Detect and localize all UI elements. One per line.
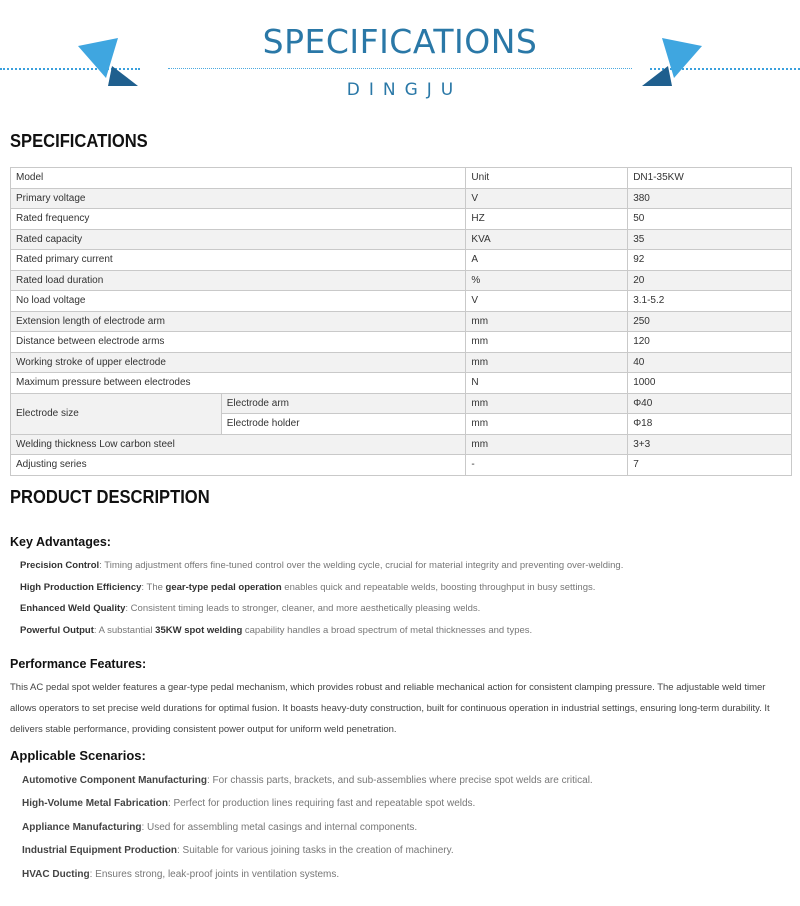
table-row xyxy=(11,352,792,373)
param-unit: HZ xyxy=(466,209,628,230)
advantage-text: : A substantial xyxy=(93,625,156,636)
scenario-text: : Used for assembling metal casings and internal components. xyxy=(141,822,418,833)
param-name: Rated primary current xyxy=(11,250,466,271)
param-value: 20 xyxy=(628,270,792,291)
param-unit: mm xyxy=(466,393,628,414)
table-row xyxy=(11,188,792,209)
banner xyxy=(0,0,800,118)
scenario-item xyxy=(22,822,417,833)
table-header-row xyxy=(11,168,792,189)
param-name: Primary voltage xyxy=(11,188,466,209)
param-value: 120 xyxy=(628,332,792,353)
advantage-text: enables quick and repeatable welds, boosting throughput in busy settings. xyxy=(281,582,596,593)
param-unit: mm xyxy=(466,352,628,373)
scenario-label: HVAC Ducting xyxy=(22,869,90,880)
param-name: Rated load duration xyxy=(11,270,466,291)
param-name: Electrode size xyxy=(11,393,222,434)
param-value: Φ18 xyxy=(628,414,792,435)
scenario-item xyxy=(22,798,475,809)
scenario-label: Automotive Component Manufacturing xyxy=(22,775,207,786)
param-name: Distance between electrode arms xyxy=(11,332,466,353)
param-name: No load voltage xyxy=(11,291,466,312)
scenario-label: High-Volume Metal Fabrication xyxy=(22,798,168,809)
param-unit: A xyxy=(466,250,628,271)
param-value: 50 xyxy=(628,209,792,230)
scenario-text: : For chassis parts, brackets, and sub-assemblies where precise spot welds are critical. xyxy=(207,775,593,786)
advantage-text: : Consistent timing leads to stronger, cleaner, and more aesthetically pleasing welds. xyxy=(125,603,481,614)
param-unit: mm xyxy=(466,434,628,455)
specifications-table xyxy=(10,167,792,476)
advantage-highlight: gear-type pedal operation xyxy=(165,582,282,593)
scenario-text: : Suitable for various joining tasks in the creation of machinery. xyxy=(177,845,454,856)
param-name: Maximum pressure between electrodes xyxy=(11,373,466,394)
table-row xyxy=(11,434,792,455)
param-value: 3+3 xyxy=(628,434,792,455)
param-value: 380 xyxy=(628,188,792,209)
scenario-item xyxy=(22,869,339,880)
title-underline xyxy=(168,68,632,69)
advantage-text: : Timing adjustment offers fine-tuned control over the welding cycle, crucial for material integrity and preventing over-welding. xyxy=(99,560,624,571)
advantage-text: capability handles a broad spectrum of metal thicknesses and types. xyxy=(242,625,533,636)
table-row xyxy=(11,229,792,250)
param-unit: mm xyxy=(466,332,628,353)
scenario-item xyxy=(22,845,454,856)
advantage-item xyxy=(20,560,623,571)
table-row xyxy=(11,270,792,291)
table-row xyxy=(11,455,792,476)
param-value: 3.1-5.2 xyxy=(628,291,792,312)
table-row xyxy=(11,373,792,394)
param-value: 250 xyxy=(628,311,792,332)
advantage-item xyxy=(20,603,480,614)
scenario-text: : Perfect for production lines requiring fast and repeatable spot welds. xyxy=(167,798,476,809)
product-description-heading: PRODUCT DESCRIPTION xyxy=(10,487,210,507)
param-name: Working stroke of upper electrode xyxy=(11,352,466,373)
table-row xyxy=(11,209,792,230)
sub-param-name: Electrode holder xyxy=(221,414,466,435)
param-unit: mm xyxy=(466,311,628,332)
param-value: 1000 xyxy=(628,373,792,394)
param-name: Rated capacity xyxy=(11,229,466,250)
table-header-cell: DN1-35KW xyxy=(628,168,792,189)
param-unit: mm xyxy=(466,414,628,435)
param-value: Φ40 xyxy=(628,393,792,414)
advantage-label: Enhanced Weld Quality xyxy=(20,603,126,614)
scenarios-heading: Applicable Scenarios: xyxy=(10,748,146,763)
param-value: 92 xyxy=(628,250,792,271)
advantage-item xyxy=(20,625,532,636)
advantage-label: Precision Control xyxy=(20,560,100,571)
param-unit: - xyxy=(466,455,628,476)
banner-title: SPECIFICATIONS xyxy=(262,22,538,61)
param-name: Welding thickness Low carbon steel xyxy=(11,434,466,455)
param-unit: N xyxy=(466,373,628,394)
sub-param-name: Electrode arm xyxy=(221,393,466,414)
param-name: Extension length of electrode arm xyxy=(11,311,466,332)
advantage-text: : The xyxy=(141,582,166,593)
param-unit: V xyxy=(466,188,628,209)
scenario-label: Appliance Manufacturing xyxy=(22,822,142,833)
performance-heading: Performance Features: xyxy=(10,657,147,671)
table-row xyxy=(11,332,792,353)
advantage-highlight: 35KW spot welding xyxy=(155,625,243,636)
scenario-label: Industrial Equipment Production xyxy=(22,845,177,856)
advantage-label: High Production Efficiency xyxy=(20,582,142,593)
specifications-heading: SPECIFICATIONS xyxy=(10,131,148,151)
param-unit: % xyxy=(466,270,628,291)
param-name: Adjusting series xyxy=(11,455,466,476)
key-advantages-heading: Key Advantages: xyxy=(10,535,111,549)
table-row xyxy=(11,311,792,332)
advantage-item xyxy=(20,582,595,593)
param-unit: V xyxy=(466,291,628,312)
banner-subtitle: DINGJU xyxy=(346,80,463,100)
param-value: 40 xyxy=(628,352,792,373)
param-value: 35 xyxy=(628,229,792,250)
table-row xyxy=(11,291,792,312)
table-row xyxy=(11,250,792,271)
param-unit: KVA xyxy=(466,229,628,250)
param-name: Rated frequency xyxy=(11,209,466,230)
scenario-item xyxy=(22,775,593,786)
advantage-label: Powerful Output xyxy=(20,625,94,636)
table-header-cell: Unit xyxy=(466,168,628,189)
table-header-cell: Model xyxy=(11,168,466,189)
performance-paragraph: This AC pedal spot welder features a gear-type pedal mechanism, which provides robust and reliable mechanical action for consistent clamping pressure. The adjustable weld timer allows operators to set precise weld durations for optimal fusion. It boasts heavy-duty construction, built for continuous operation in industrial settings, ensuring long-term durability. It delivers stable performance, providing consistent power output for uniform weld penetration. xyxy=(10,682,770,735)
param-value: 7 xyxy=(628,455,792,476)
scenario-text: : Ensures strong, leak-proof joints in ventilation systems. xyxy=(89,869,340,880)
table-row xyxy=(11,393,792,414)
